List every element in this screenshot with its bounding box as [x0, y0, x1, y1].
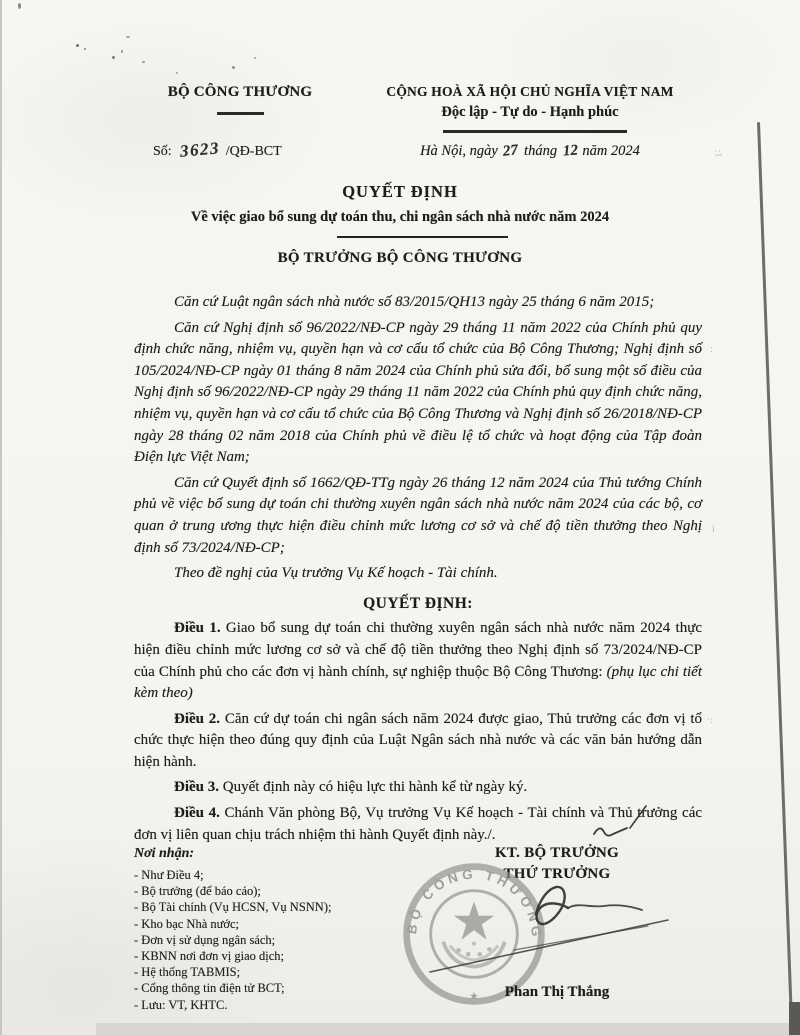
- recipients-label: Nơi nhận:: [134, 846, 195, 861]
- recipient-item: - Lưu: VT, KHTC.: [134, 997, 434, 1013]
- article-2-text: Căn cứ dự toán chi ngân sách năm 2024 được giao, Thủ trưởng các đơn vị tổ chức thực hiện theo đúng quy định của Luật Ngân sách nhà nước và các văn bản hướng dẫn hiện hành.: [134, 710, 702, 770]
- recipient-item: - Hệ thống TABMIS;: [134, 964, 434, 980]
- recipient-item: - Cổng thông tin điện tử BCT;: [134, 980, 434, 996]
- article-4-lead: Điều 4.: [174, 805, 220, 822]
- scan-speck: [84, 48, 86, 50]
- recipient-item: - Kho bạc Nhà nước;: [134, 916, 434, 932]
- preamble: [134, 292, 702, 585]
- doc-no-suffix: /QĐ-BCT: [225, 144, 282, 159]
- scan-speck: [232, 66, 235, 69]
- subject-underline: [337, 236, 508, 238]
- org-name-rule: [217, 112, 264, 115]
- issuing-authority: BỘ TRƯỞNG BỘ CÔNG THƯƠNG: [277, 250, 523, 266]
- scan-left-edge: [0, 0, 2, 1035]
- document-number-line: [153, 140, 282, 160]
- scan-speck: [142, 61, 145, 63]
- issuing-org-block: [125, 84, 355, 101]
- article-1-lead: Điều 1.: [174, 620, 221, 637]
- article-3-lead: Điều 3.: [174, 779, 219, 796]
- document-body: [134, 288, 702, 846]
- article-4-text: Chánh Văn phòng Bộ, Vụ trưởng Vụ Kế hoạch - Tài chính và Thủ trưởng các đơn vị liên quan chịu trách nhiệm thi hành Quyết định này./.: [134, 805, 703, 843]
- national-motto-line1: CỘNG HOÀ XÃ HỘI CHỦ NGHĨA VIỆT NAM: [386, 84, 674, 99]
- preamble-paragraph: Căn cứ Quyết định số 1662/QĐ-TTg ngày 26 tháng 12 năm 2024 của Thủ tướng Chính phủ về việc bổ sung dự toán chi thường xuyên ngân sách nhà nước năm 2024 của các bộ, cơ quan ở trung ương thực hiện điều chỉnh mức lương cơ sở và chế độ tiền thưởng theo Nghị định số 73/2024/NĐ-CP;: [134, 474, 702, 556]
- recipient-item: - Bộ trưởng (để báo cáo);: [134, 883, 434, 899]
- signer-name: Phan Thị Thắng: [504, 984, 610, 1000]
- recipient-item: - KBNN nơi đơn vị giao dịch;: [134, 948, 434, 964]
- scan-bottom-shadow: [96, 1023, 796, 1035]
- month-handwritten: 12: [562, 142, 579, 160]
- scan-speck: [126, 36, 130, 38]
- seal-star-bottom: ★: [469, 991, 479, 1003]
- preamble-paragraph: Căn cứ Nghị định số 96/2022/NĐ-CP ngày 29 tháng 11 năm 2022 của Chính phủ quy định chức năng, nhiệm vụ, quyền hạn và cơ cấu tổ chức của Bộ Công Thương; Nghị định số 105/2024/NĐ-CP ngày 01 tháng 8 năm 2024 của Chính phủ sửa đổi, bổ sung một số điều của Nghị định số 96/2022/NĐ-CP ngày 29 tháng 11 năm 2022 của Chính phủ quy định chức năng, nhiệm vụ, quyền hạn và cơ cấu tổ chức của Bộ Công Thương và Nghị định số 26/2018/NĐ-CP ngày 28 tháng 02 năm 2018 của Chính phủ về điều lệ tổ chức và hoạt động của Tập đoàn Điện lực Việt Nam;: [134, 319, 702, 466]
- article-2: [134, 709, 702, 774]
- article-2-lead: Điều 2.: [174, 710, 221, 727]
- seal-text: BỘ CÔNG THƯƠNG: [404, 866, 545, 941]
- article-3: [134, 777, 702, 799]
- handwritten-initial-mark: [586, 800, 652, 848]
- scan-speck: [254, 57, 256, 59]
- year-part: năm 2024: [582, 143, 640, 159]
- article-1-note: (phụ lục chi tiết kèm theo): [134, 663, 702, 702]
- place-date-prefix: Hà Nội, ngày: [420, 143, 498, 159]
- scan-corner-shadow: [789, 1002, 800, 1035]
- signer-capacity: KT. BỘ TRƯỞNG: [494, 845, 620, 861]
- day-handwritten: 27: [502, 142, 520, 160]
- motto-rule: [443, 130, 627, 133]
- document-title-block: [100, 182, 700, 267]
- scan-speck: [176, 72, 178, 74]
- scan-speck: [76, 44, 79, 47]
- national-header-block: [362, 84, 698, 121]
- scan-speck: [121, 50, 123, 53]
- scan-speck: [18, 3, 21, 9]
- national-motto-line2: Độc lập - Tự do - Hạnh phúc: [441, 104, 619, 120]
- scan-smudge: :1: [712, 149, 724, 158]
- article-1-text: Giao bổ sung dự toán chi thường xuyên ngân sách nhà nước năm 2024 thực hiện điều chỉnh mức lương cơ sở và chế độ tiền thưởng theo Nghị định số 73/2024/NĐ-CP của Chính phủ cho các đơn vị hành chính, sự nghiệp thuộc Bộ Công Thương:: [134, 620, 702, 680]
- recipient-item: - Đơn vị sử dụng ngân sách;: [134, 932, 434, 948]
- doc-no-handwritten: 3623: [178, 138, 221, 161]
- scan-speck: [112, 56, 115, 59]
- article-1: [134, 618, 702, 704]
- scan-smudge: :: [710, 344, 713, 355]
- issuing-org-name: BỘ CÔNG THƯƠNG: [167, 84, 313, 100]
- month-word: tháng: [524, 143, 558, 159]
- recipients-list: [134, 867, 434, 1013]
- paper-right-edge: [757, 122, 794, 1035]
- preamble-paragraph: Theo đề nghị của Vụ trưởng Vụ Kế hoạch - Tài chính.: [174, 565, 498, 582]
- signer-title: THỨ TRƯỞNG: [503, 866, 611, 882]
- article-3-text: Quyết định này có hiệu lực thi hành kể từ ngày ký.: [219, 779, 528, 796]
- document-type: QUYẾT ĐỊNH: [342, 182, 458, 201]
- place-date-line: [362, 143, 698, 160]
- preamble-paragraph: Căn cứ Luật ngân sách nhà nước số 83/2015/QH13 ngày 25 tháng 6 năm 2015;: [174, 294, 655, 310]
- recipient-item: - Bộ Tài chính (Vụ HCSN, Vụ NSNN);: [134, 899, 434, 915]
- recipients-block: [134, 846, 434, 1013]
- scan-smudge: ·:: [707, 715, 714, 726]
- recipient-item: - Như Điều 4;: [134, 867, 434, 883]
- resolution-heading: QUYẾT ĐỊNH:: [363, 594, 473, 612]
- document-subject: Về việc giao bổ sung dự toán thu, chi ngân sách nhà nước năm 2024: [190, 209, 610, 225]
- doc-no-label: Số:: [153, 144, 172, 159]
- scan-smudge: ì: [712, 524, 715, 535]
- signature-icon: [418, 862, 686, 990]
